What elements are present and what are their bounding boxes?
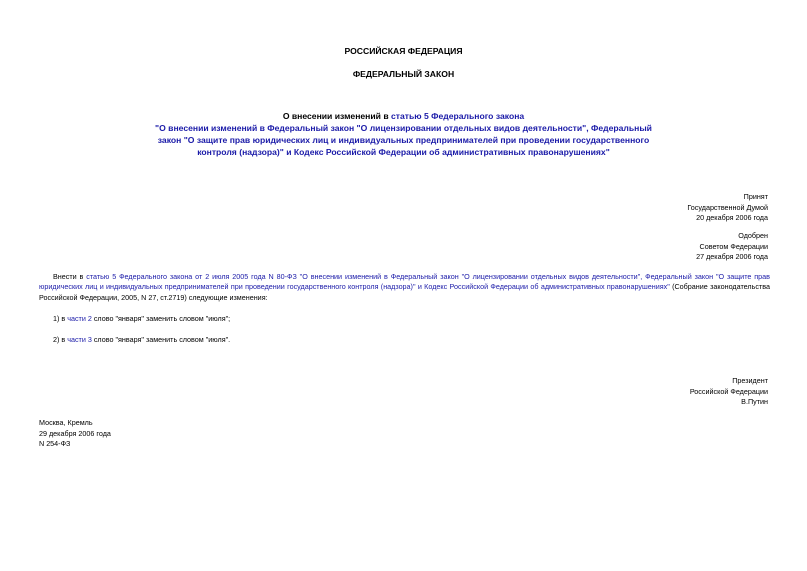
approved-block — [696, 231, 768, 263]
amendment-item-2 — [53, 335, 230, 344]
item-text-post: слово "января" заменить словом "июля". — [91, 335, 231, 344]
title-link-article-5[interactable]: статью 5 Федерального закона — [391, 111, 525, 121]
adopted-block — [687, 192, 768, 224]
item-text-post: слово "января" заменить словом "июля"; — [91, 314, 231, 323]
main-paragraph — [39, 272, 770, 303]
approved-body: Советом Федерации — [699, 241, 768, 251]
adopted-body: Государственной Думой — [687, 202, 768, 212]
approved-label: Одобрен — [738, 231, 768, 240]
approved-date: 27 декабря 2006 года — [696, 252, 768, 261]
sign-date: 29 декабря 2006 года — [39, 428, 111, 438]
signature-block — [690, 376, 768, 408]
place: Москва, Кремль — [39, 418, 93, 427]
signature-title: Президент — [732, 376, 768, 385]
adopted-date: 20 декабря 2006 года — [696, 213, 768, 222]
title-text: О внесении изменений в — [282, 111, 391, 121]
amendment-item-1 — [53, 314, 230, 323]
title-link-law-name[interactable]: "О внесении изменений в Федеральный закон "О лицензировании отдельных видов деятельности", Федеральный закон "О защите прав юридических лиц и индивидуальных предпринимателей при проведении государственного контроля (надзора)" и Кодекс Российской Федерации об административных правонарушениях" — [155, 123, 652, 157]
body-link-article-5[interactable]: статью 5 Федерального закона от 2 июля 2005 года N 80-ФЗ "О внесении изменений в Федеральный закон "О лицензировании отдельных видов деятельности", Федеральный закон "О защите прав юридических лиц и индивидуальных предпринимателей при проведении государственного контроля (надзора)" и Кодекс Российской Федерации об административных правонарушениях" — [39, 272, 770, 292]
body-text-pre: Внести в — [53, 272, 87, 281]
adopted-label: Принят — [743, 192, 768, 201]
place-date-block — [39, 418, 111, 450]
law-title — [150, 110, 657, 158]
signature-name: В.Путин — [741, 397, 768, 406]
law-number: N 254-ФЗ — [39, 439, 71, 448]
item-link-part-3[interactable]: части 3 — [67, 335, 92, 344]
item-text-pre: 2) в — [53, 335, 68, 344]
body-text-post: (Собрание законодательства Российской Федерации, 2005, N 27, ст.2719) следующие изменения: — [39, 282, 770, 302]
item-text-pre: 1) в — [53, 314, 68, 323]
doc-type-heading: ФЕДЕРАЛЬНЫЙ ЗАКОН — [352, 69, 455, 79]
country-heading: РОССИЙСКАЯ ФЕДЕРАЦИЯ — [344, 46, 463, 56]
signature-country: Российской Федерации — [689, 386, 768, 396]
item-link-part-2[interactable]: части 2 — [67, 314, 92, 323]
